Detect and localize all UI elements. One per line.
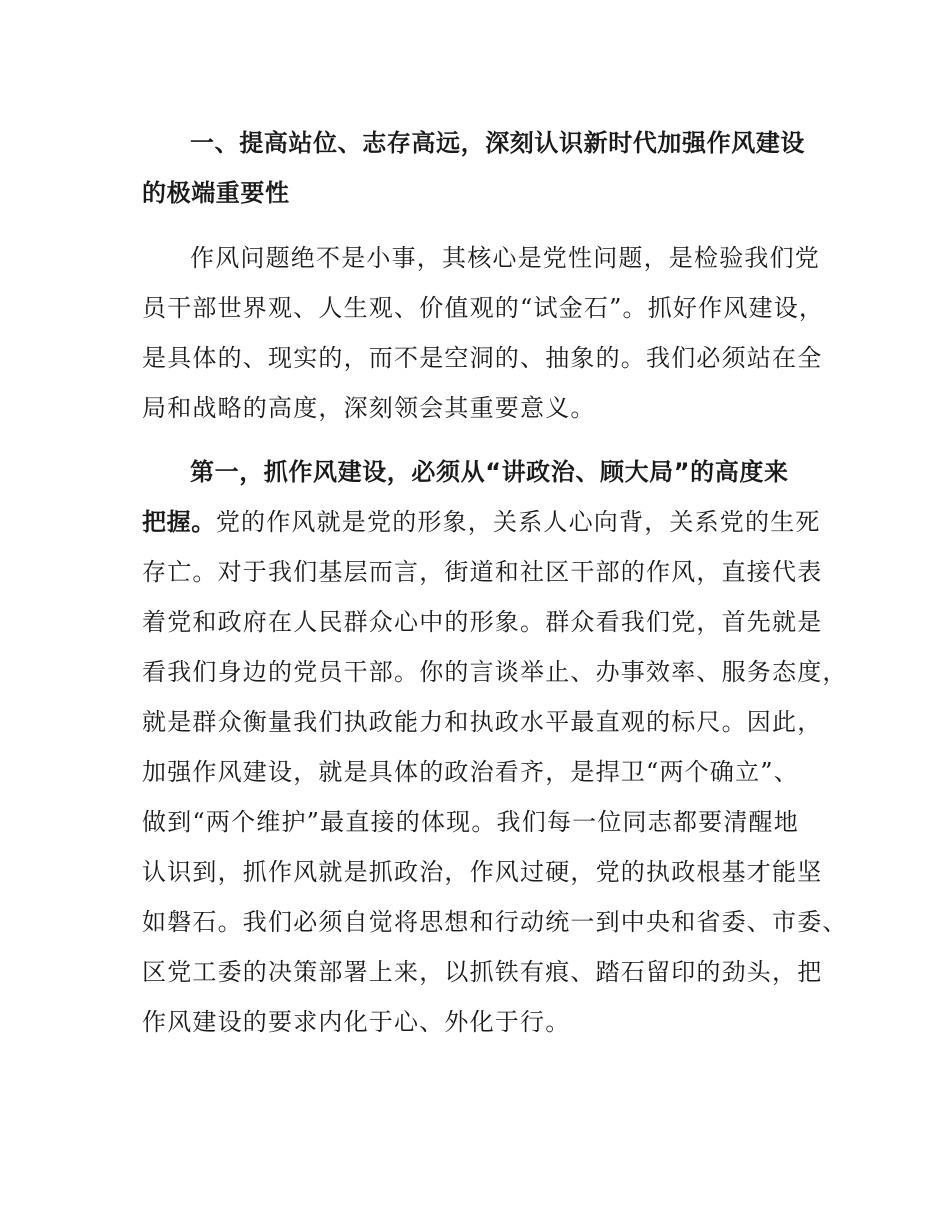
- paragraph-2-line-2: [142, 507, 821, 537]
- section-heading-line-2: 的极端重要性: [142, 179, 290, 207]
- paragraph-2-line-4: 着党和政府在人民群众心中的形象。群众看我们党，首先就是: [142, 608, 823, 636]
- paragraph-2-line-12: 作风建设的要求内化于心、外化于行。: [142, 1008, 571, 1036]
- paragraph-2-lead-line-1: 第一，抓作风建设，必须从“讲政治、顾大局”的高度来: [190, 458, 789, 486]
- paragraph-1-line-4: 局和战略的高度，深刻领会其重要意义。: [142, 394, 596, 422]
- paragraph-2-line-9: 认识到，抓作风就是抓政治，作风过硬，党的执政根基才能坚: [142, 858, 823, 886]
- paragraph-1-line-2: 员干部世界观、人生观、价值观的“试金石”。抓好作风建设，: [142, 294, 825, 322]
- paragraph-2-lead-line-2: 把握。: [142, 508, 216, 536]
- paragraph-2-line-7: 加强作风建设，就是具体的政治看齐，是捍卫“两个确立”、: [142, 758, 799, 786]
- paragraph-1-line-3: 是具体的、现实的，而不是空洞的、抽象的。我们必须站在全: [142, 344, 823, 372]
- paragraph-2-line-5: 看我们身边的党员干部。你的言谈举止、办事效率、服务态度，: [142, 658, 848, 686]
- paragraph-1-line-1: 作风问题绝不是小事，其核心是党性问题，是检验我们党: [190, 244, 820, 272]
- paragraph-2-line-10: 如磐石。我们必须自觉将思想和行动统一到中央和省委、市委、: [142, 908, 848, 936]
- section-heading-line-1: 一、提高站位、志存高远，深刻认识新时代加强作风建设: [190, 129, 805, 157]
- paragraph-2-line-2-rest: 党的作风就是党的形象，关系人心向背，关系党的生死: [215, 508, 821, 536]
- paragraph-2-line-11: 区党工委的决策部署上来，以抓铁有痕、踏石留印的劲头，把: [142, 958, 823, 986]
- paragraph-2-line-3: 存亡。对于我们基层而言，街道和社区干部的作风，直接代表: [142, 558, 823, 586]
- paragraph-2-line-8: 做到“两个维护”最直接的体现。我们每一位同志都要清醒地: [142, 808, 799, 836]
- paragraph-2-line-6: 就是群众衡量我们执政能力和执政水平最直观的标尺。因此，: [142, 708, 823, 736]
